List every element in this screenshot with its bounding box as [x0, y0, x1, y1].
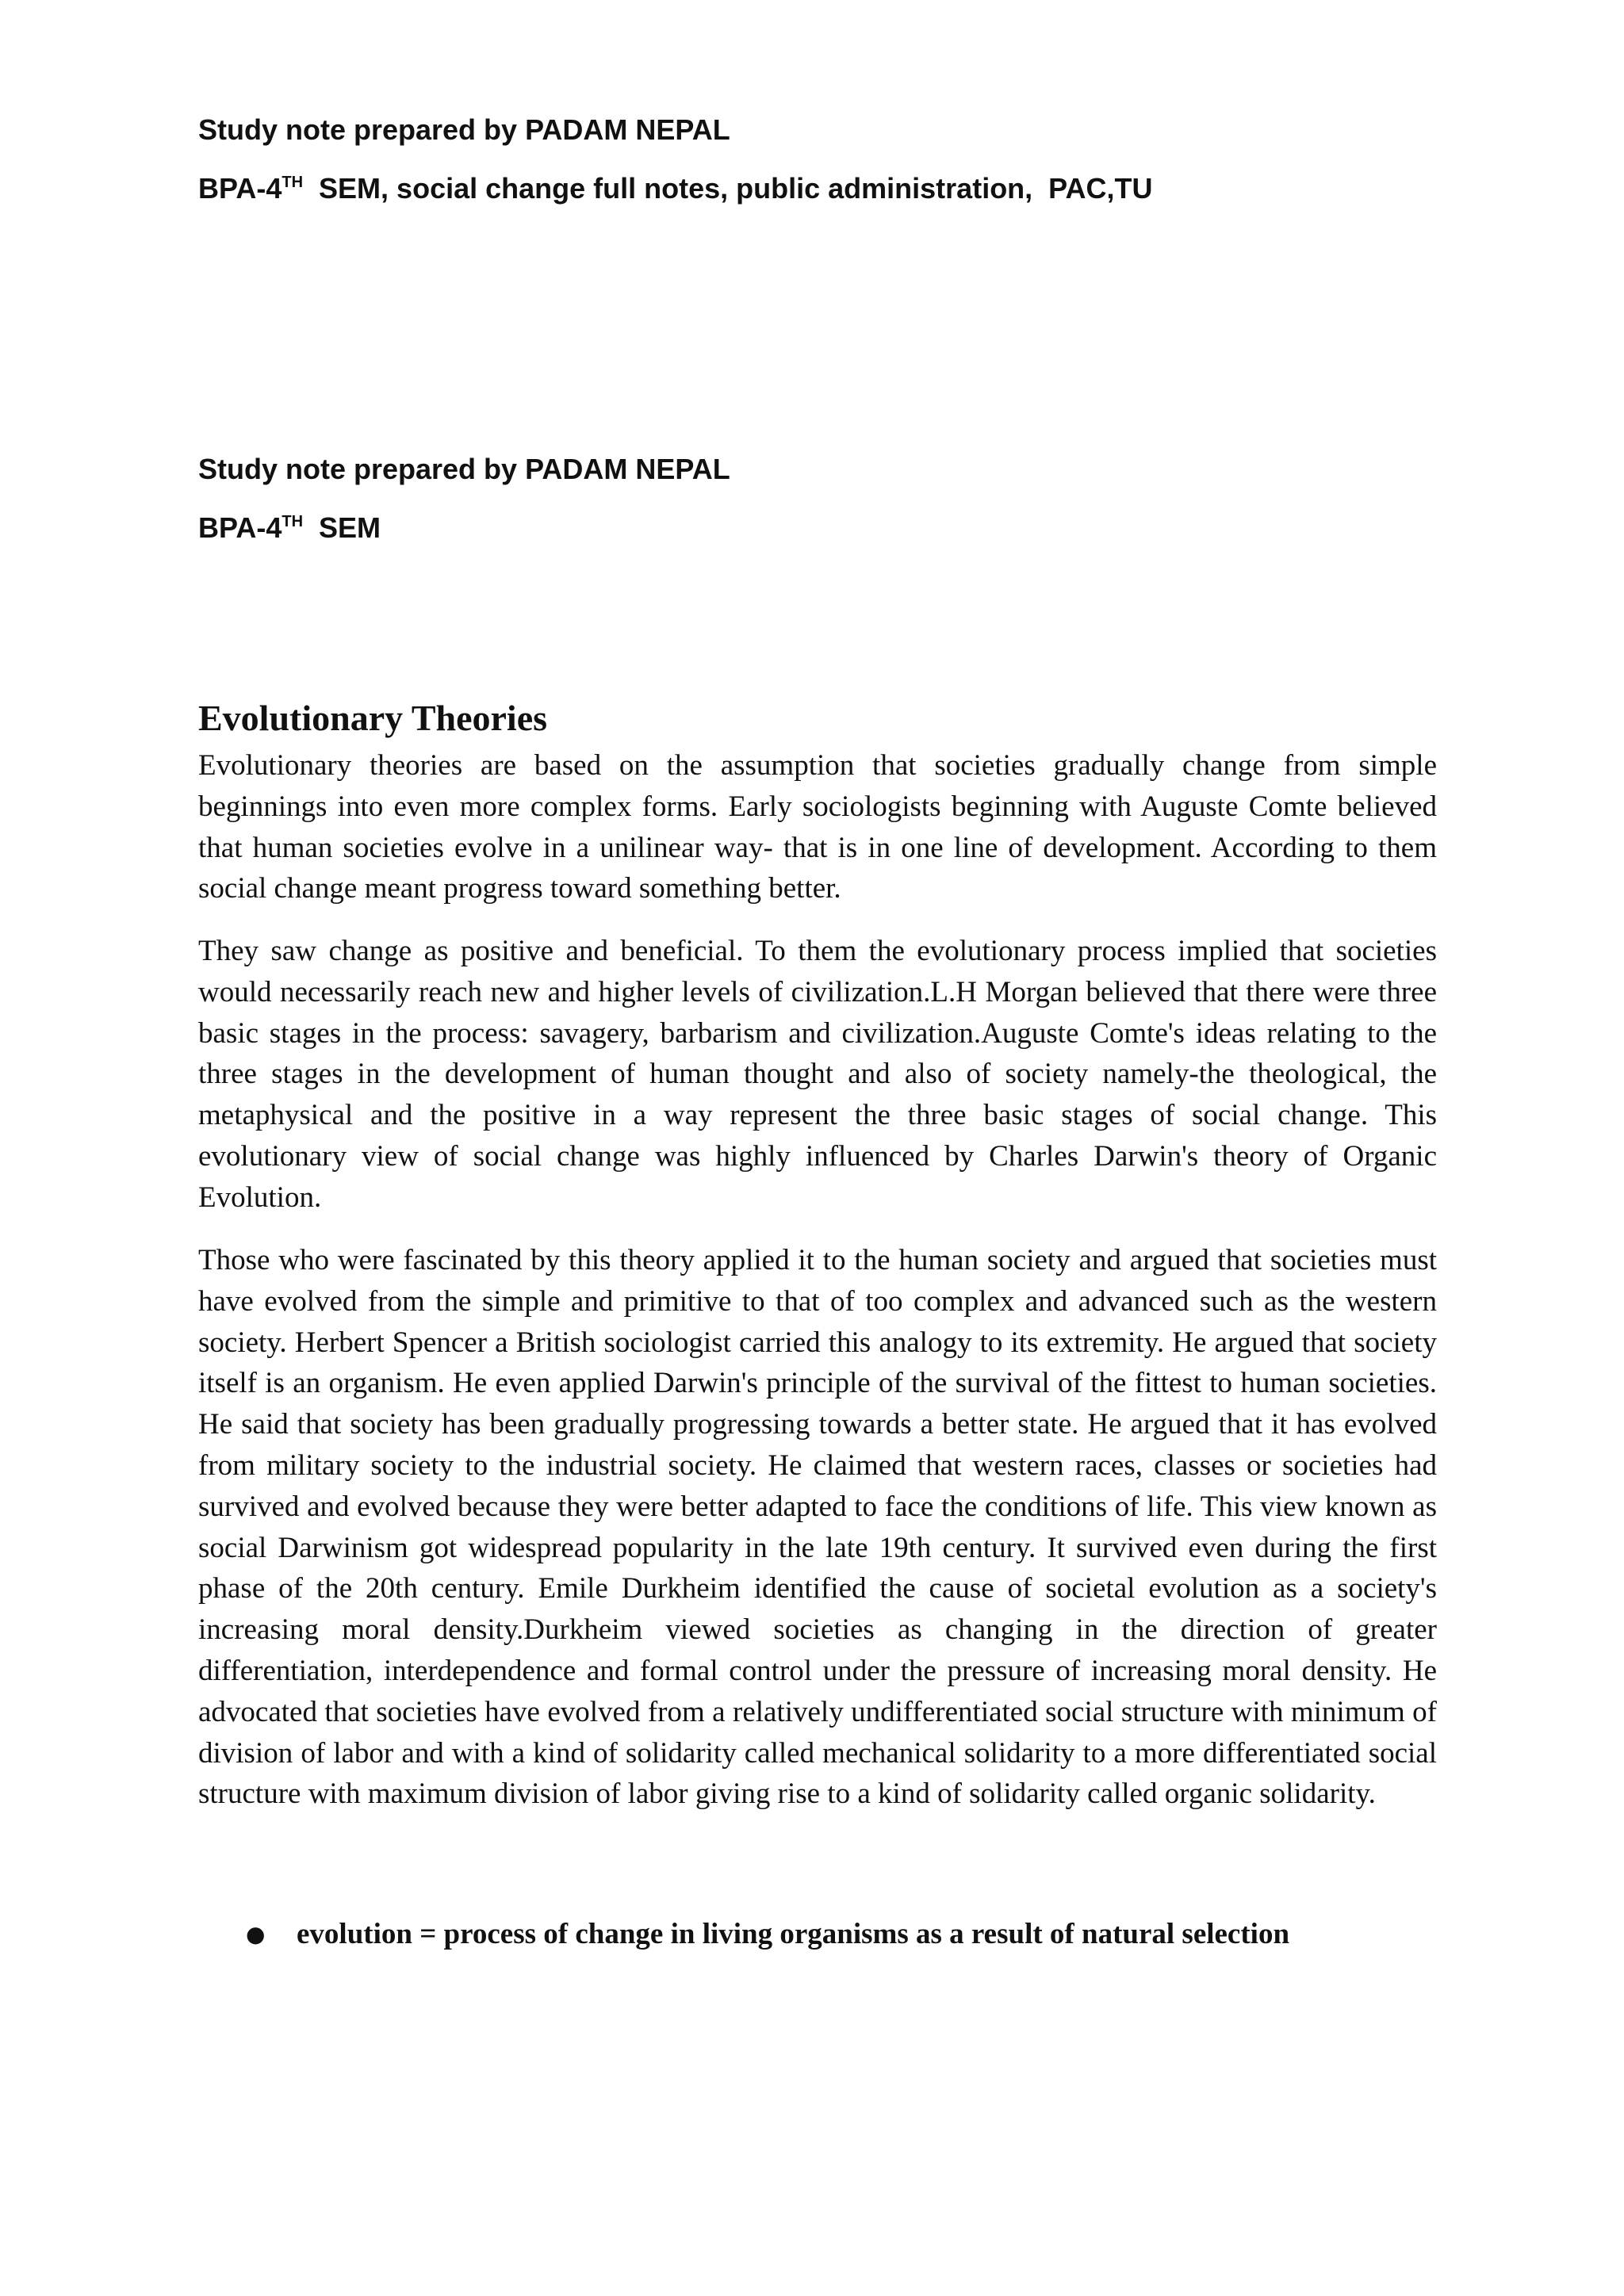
course-code-superscript: TH: [282, 174, 304, 191]
semester-text: SEM: [303, 511, 381, 544]
paragraph-spencer-durkheim: Those who were fascinated by this theory applied it to the human society and argued that societies must have evolved from the simple and primitive to that of too complex and advanced such as the western society. Herbert Spencer a British sociologist carried this analogy to its extremity. He argued that society itself is an organism. He even applied Darwin's principle of the survival of the fittest to human societies. He said that society has been gradually progressing towards a better state. He argued that it has evolved from military society to the industrial society. He claimed that western races, classes or societies had survived and evolved because they were better adapted to face the conditions of life. This view known as social Darwinism got widespread popularity in the late 19th century. It survived even during the first phase of the 20th century. Emile Durkheim identified the cause of societal evolution as a society's increasing moral density.Durkheim viewed societies as changing in the direction of greater differentiation, interdependence and formal control under the pressure of increasing moral density. He advocated that societies have evolved from a relatively undifferentiated social structure with minimum of division of labor and with a kind of solidarity called mechanical solidarity to a more differentiated social structure with maximum division of labor giving rise to a kind of solidarity called organic solidarity.: [198, 1244, 1437, 1811]
course-code-superscript: TH: [282, 513, 304, 530]
bullet-list: [198, 1914, 1437, 1955]
author-line-text: Study note prepared by PADAM NEPAL: [198, 453, 730, 485]
paragraph-intro: Evolutionary theories are based on the assumption that societies gradually change from simple beginnings into even more complex forms. Early sociologists beginning with Auguste Comte believed that human societies evolve in a unilinear way- that is in one line of development. According to them social change meant progress toward something better.: [198, 749, 1437, 905]
list-item: [198, 1914, 1437, 1955]
study-note-author-line: [198, 113, 730, 147]
bullet-text: evolution = process of change in living organisms as a result of natural selection: [297, 1918, 1290, 1950]
section-title: Evolutionary Theories: [198, 698, 548, 738]
course-code: BPA-4: [198, 511, 282, 544]
study-note-author-line-repeat: [198, 452, 730, 487]
author-line-text: Study note prepared by PADAM NEPAL: [198, 113, 730, 146]
course-info-line: [198, 171, 1153, 206]
bullet-icon: ●: [246, 1921, 266, 1947]
course-code: BPA-4: [198, 172, 282, 205]
course-info-text: SEM, social change full notes, public administration, PAC,TU: [303, 172, 1153, 205]
semester-line: [198, 511, 381, 545]
paragraph-comte-morgan: They saw change as positive and beneficial. To them the evolutionary process implied that societies would necessarily reach new and higher levels of civilization.L.H Morgan believed that there were three basic stages in the process: savagery, barbarism and civilization.Auguste Comte's ideas relating to the three stages in the development of human thought and also of society namely-the theological, the metaphysical and the positive in a way represent the three basic stages of social change. This evolutionary view of social change was highly influenced by Charles Darwin's theory of Organic Evolution.: [198, 935, 1437, 1214]
